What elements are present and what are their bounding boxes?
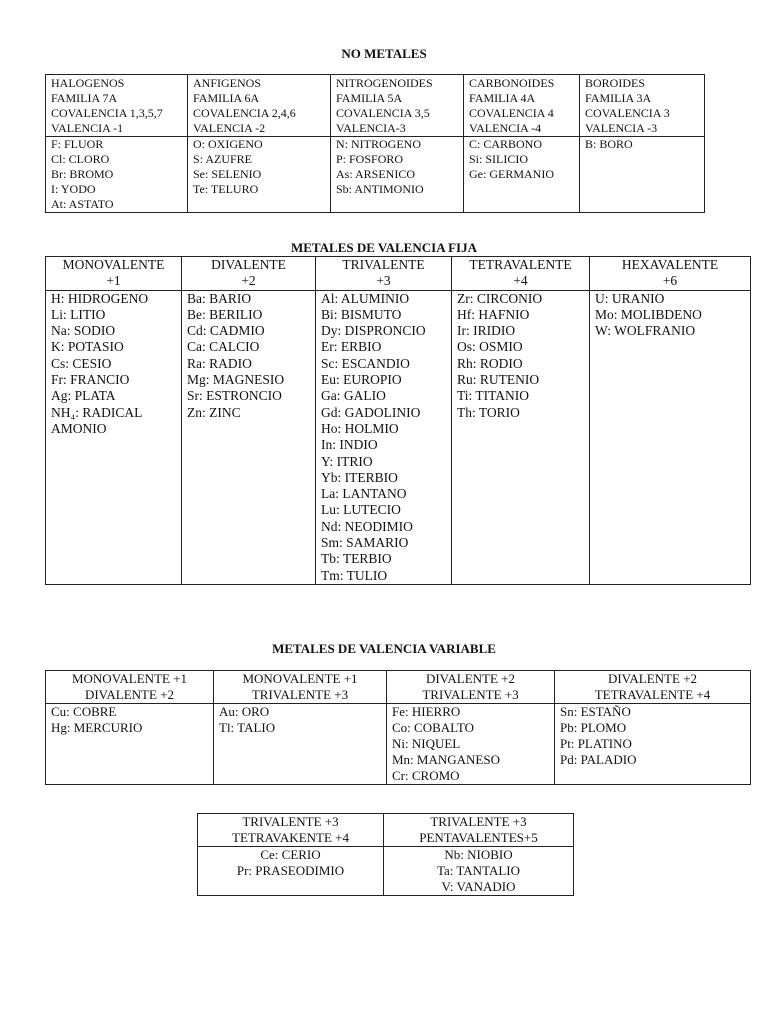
cell-line: Tl: TALIO	[219, 720, 276, 735]
cell-line: Se: SELENIO	[193, 167, 262, 181]
cell-line: DIVALENTE +2	[84, 687, 175, 702]
cell-line: TRIVALENTE +3	[251, 687, 349, 702]
cell-line: +1	[106, 273, 121, 289]
cell-line: Au: ORO	[219, 704, 270, 719]
items-cell	[387, 704, 555, 785]
cell-line: Nd: NEODIMIO	[321, 518, 413, 534]
header-cell	[384, 814, 574, 847]
cell-line: Lu: LUTECIO	[321, 502, 401, 518]
header-cell	[464, 75, 580, 137]
cell-line: DIVALENTE	[211, 257, 286, 272]
cell-line: Pb: PLOMO	[560, 720, 627, 735]
header-cell	[580, 75, 705, 137]
cell-line: Ti: TITANIO	[457, 388, 530, 404]
cell-line: P: FOSFORO	[336, 152, 404, 166]
header-cell	[214, 671, 387, 704]
cell-line: Tm: TULIO	[321, 567, 388, 583]
valencia-variable-table-2	[197, 813, 574, 896]
valencia-variable-items-row	[46, 704, 751, 785]
cell-line: B: BORO	[585, 137, 633, 151]
cell-line: Fr: FRANCIO	[51, 372, 130, 388]
cell-line: Cr: CROMO	[392, 768, 460, 783]
cell-line: COVALENCIA 2,4,6	[193, 106, 296, 120]
no-metales-header-row	[46, 75, 705, 137]
cell-line: +3	[376, 273, 391, 289]
cell-line: I: YODO	[51, 182, 96, 196]
cell-line: Pd: PALADIO	[560, 752, 637, 767]
header-cell	[452, 257, 590, 291]
items-cell	[46, 137, 188, 213]
valencia-variable-2-header-row	[198, 814, 574, 847]
cell-line: La: LANTANO	[321, 486, 407, 502]
cell-line: Ir: IRIDIO	[457, 323, 516, 339]
cell-line: Ca: CALCIO	[187, 339, 260, 355]
cell-line: NITROGENOIDES	[336, 76, 433, 90]
cell-line: Pr: PRASEODIMIO	[236, 863, 345, 878]
cell-line: TRIVALENTE	[342, 257, 425, 272]
cell-line: Nb: NIOBIO	[444, 847, 513, 862]
valencia-variable-header-row	[46, 671, 751, 704]
items-cell	[452, 290, 590, 584]
cell-line: Ag: PLATA	[51, 388, 116, 404]
header-cell	[182, 257, 316, 291]
cell-line: Si: SILICIO	[469, 152, 529, 166]
cell-line: DIVALENTE +2	[607, 671, 698, 686]
cell-line: TETRAVAKENTE +4	[232, 830, 349, 845]
cell-line: K: POTASIO	[51, 339, 124, 355]
cell-line: TRIVALENTE +3	[430, 814, 527, 829]
cell-line: HEXAVALENTE	[621, 257, 719, 272]
cell-line: Sn: ESTAÑO	[560, 704, 631, 719]
cell-line: VALENCIA-3	[336, 121, 406, 135]
cell-line: VALENCIA -4	[469, 121, 542, 135]
cell-line: Mo: MOLIBDENO	[595, 306, 702, 322]
items-cell	[182, 290, 316, 584]
cell-line: Gd: GADOLINIO	[321, 404, 421, 420]
cell-line: Dy: DISPRONCIO	[321, 323, 426, 339]
cell-line: Hf: HAFNIO	[457, 306, 530, 322]
header-cell	[188, 75, 331, 137]
cell-line: Br: BROMO	[51, 167, 114, 181]
header-cell	[46, 671, 214, 704]
cell-line: Ta: TANTALIO	[436, 863, 521, 878]
cell-line: Fe: HIERRO	[392, 704, 461, 719]
cell-line: BOROIDES	[585, 76, 646, 90]
cell-line: Mn: MANGANESO	[392, 752, 500, 767]
cell-line: F: FLUOR	[51, 137, 104, 151]
valencia-fija-table	[45, 256, 751, 585]
valencia-variable-table	[45, 670, 751, 785]
cell-line: Ce: CERIO	[260, 847, 321, 862]
items-cell	[46, 704, 214, 785]
cell-line: FAMILIA 7A	[51, 91, 118, 105]
items-cell	[384, 847, 574, 896]
cell-line: U: URANIO	[595, 290, 665, 306]
cell-line: Pt: PLATINO	[560, 736, 632, 751]
cell-line: TETRAVALENTE	[469, 257, 572, 272]
cell-line: VALENCIA -3	[585, 121, 658, 135]
cell-line: W: WOLFRANIO	[595, 323, 696, 339]
header-cell	[590, 257, 751, 291]
cell-line: FAMILIA 6A	[193, 91, 260, 105]
valencia-variable-2-items-row	[198, 847, 574, 896]
cell-line: O: OXIGENO	[193, 137, 263, 151]
valencia-fija-items-row	[46, 290, 751, 584]
cell-line: TRIVALENTE +3	[242, 814, 339, 829]
items-cell	[590, 290, 751, 584]
cell-line: Ga: GALIO	[321, 388, 386, 404]
cell-line: TETRAVALENTE +4	[594, 687, 711, 702]
cell-line: Sb: ANTIMONIO	[336, 182, 424, 196]
cell-line: HALOGENOS	[51, 76, 125, 90]
cell-line: As: ARSENICO	[336, 167, 416, 181]
header-cell	[555, 671, 751, 704]
cell-line: MONOVALENTE	[62, 257, 165, 272]
cell-line: FAMILIA 3A	[585, 91, 652, 105]
cell-line: Ge: GERMANIO	[469, 167, 554, 181]
cell-line: TRIVALENTE +3	[422, 687, 519, 702]
cell-line: MONOVALENTE +1	[242, 671, 358, 686]
cell-line: Be: BERILIO	[187, 306, 263, 322]
cell-line: +4	[513, 273, 528, 289]
cell-line: AMONIO	[51, 420, 107, 436]
items-cell	[464, 137, 580, 213]
cell-line: PENTAVALENTES+5	[419, 830, 538, 845]
cell-line: Th: TORIO	[457, 404, 520, 420]
cell-line: S: AZUFRE	[193, 152, 253, 166]
cell-line: Rh: RODIO	[457, 355, 523, 371]
cell-line: Y: ITRIO	[321, 453, 373, 469]
items-cell	[46, 290, 182, 584]
valencia-fija-title: METALES DE VALENCIA FIJA	[290, 240, 478, 255]
cell-line: Er: ERBIO	[321, 339, 382, 355]
cell-line: In: INDIO	[321, 437, 378, 453]
header-cell	[46, 257, 182, 291]
cell-line: Ni: NIQUEL	[392, 736, 461, 751]
cell-line: Cs: CESIO	[51, 355, 112, 371]
cell-line: Co: COBALTO	[392, 720, 474, 735]
cell-line: Cd: CADMIO	[187, 323, 265, 339]
cell-line: Os: OSMIO	[457, 339, 523, 355]
cell-line: Al: ALUMINIO	[321, 290, 410, 306]
cell-line: +2	[241, 273, 256, 289]
header-cell	[387, 671, 555, 704]
cell-line: Tb: TERBIO	[321, 551, 392, 567]
cell-line: C: CARBONO	[469, 137, 543, 151]
items-cell	[214, 704, 387, 785]
cell-line: Ru: RUTENIO	[457, 372, 540, 388]
items-cell	[331, 137, 464, 213]
cell-line: At: ASTATO	[51, 197, 114, 211]
cell-line: COVALENCIA 3,5	[336, 106, 430, 120]
cell-line: COVALENCIA 3	[585, 106, 670, 120]
cell-line: VALENCIA -1	[51, 121, 124, 135]
items-cell	[188, 137, 331, 213]
cell-line: FAMILIA 4A	[469, 91, 536, 105]
cell-line: Ba: BARIO	[187, 290, 252, 306]
cell-line: Eu: EUROPIO	[321, 372, 402, 388]
items-cell	[555, 704, 751, 785]
cell-line: Ra: RADIO	[187, 355, 252, 371]
cell-line: Li: LITIO	[51, 306, 106, 322]
header-cell	[46, 75, 188, 137]
cell-line: Na: SODIO	[51, 323, 116, 339]
items-cell	[580, 137, 705, 213]
cell-line: MONOVALENTE +1	[71, 671, 188, 686]
valencia-variable-title: METALES DE VALENCIA VARIABLE	[272, 641, 496, 656]
cell-line: ANFIGENOS	[193, 76, 262, 90]
cell-line: Sr: ESTRONCIO	[187, 388, 282, 404]
cell-line: Sc: ESCANDIO	[321, 355, 410, 371]
cell-line: +6	[662, 273, 678, 289]
cell-line: NH₄: RADICAL	[51, 404, 143, 420]
cell-line: Hg: MERCURIO	[51, 720, 143, 735]
items-cell	[198, 847, 384, 896]
cell-line: Ho: HOLMIO	[321, 420, 399, 436]
cell-line: H: HIDROGENO	[51, 290, 149, 306]
no-metales-table	[45, 74, 705, 213]
valencia-fija-header-row	[46, 257, 751, 291]
cell-line: Te: TELURO	[193, 182, 259, 196]
cell-line: V: VANADIO	[441, 879, 516, 894]
cell-line: Bi: BISMUTO	[321, 306, 402, 322]
cell-line: Cl: CLORO	[51, 152, 110, 166]
cell-line: CARBONOIDES	[469, 76, 555, 90]
cell-line: DIVALENTE +2	[425, 671, 516, 686]
cell-line: VALENCIA -2	[193, 121, 266, 135]
no-metales-title: NO METALES	[341, 46, 427, 61]
header-cell	[198, 814, 384, 847]
items-cell	[316, 290, 452, 584]
cell-line: COVALENCIA 1,3,5,7	[51, 106, 163, 120]
cell-line: N: NITROGENO	[336, 137, 421, 151]
header-cell	[316, 257, 452, 291]
cell-line: Sm: SAMARIO	[321, 535, 409, 551]
cell-line: COVALENCIA 4	[469, 106, 554, 120]
cell-line: Yb: ITERBIO	[321, 469, 398, 485]
header-cell	[331, 75, 464, 137]
cell-line: Mg: MAGNESIO	[187, 372, 285, 388]
cell-line: Cu: COBRE	[51, 704, 117, 719]
no-metales-items-row	[46, 137, 705, 213]
cell-line: Zr: CIRCONIO	[457, 290, 543, 306]
cell-line: FAMILIA 5A	[336, 91, 403, 105]
cell-line: Zn: ZINC	[187, 404, 241, 420]
